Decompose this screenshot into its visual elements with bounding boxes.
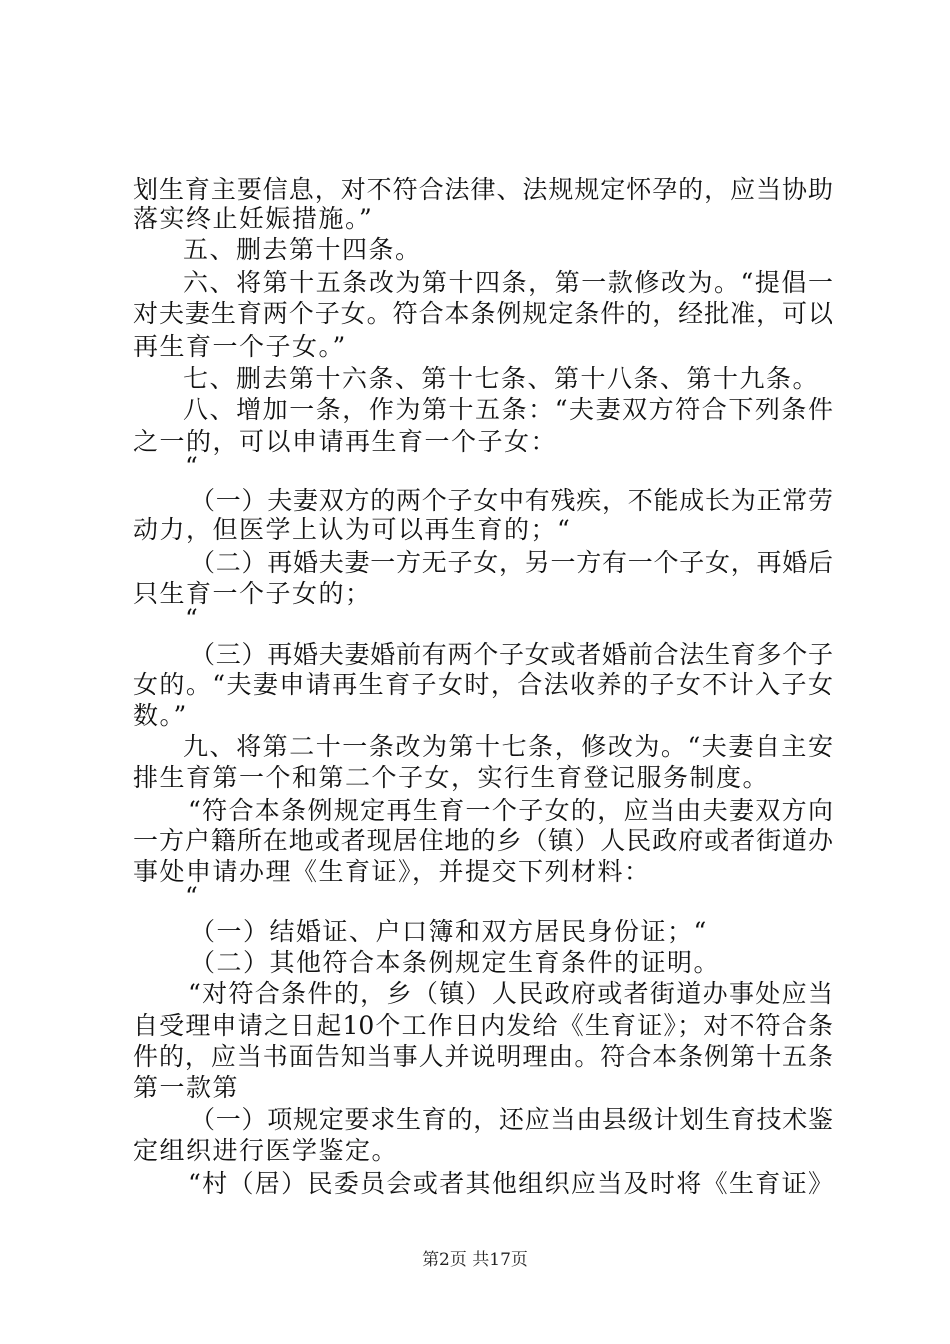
text-line: （一）夫妻双方的两个子女中有残疾，不能成长为正常劳 — [190, 486, 833, 515]
text-line: “符合本条例规定再生育一个子女的，应当由夫妻双方向 — [188, 796, 833, 825]
text-line: （二）其他符合本条例规定生育条件的证明。 — [190, 948, 721, 977]
text-line: 自受理申请之日起10个工作日内发给《生育证》；对不符合条 — [133, 1011, 833, 1040]
text-line: 事处申请办理《生育证》，并提交下列材料： — [133, 857, 651, 886]
text-line: （一）项规定要求生育的，还应当由县级计划生育技术鉴 — [190, 1105, 833, 1134]
text-line: （三）再婚夫妻婚前有两个子女或者婚前合法生育多个子 — [190, 640, 833, 669]
text-line: 动力，但医学上认为可以再生育的；“ — [133, 515, 572, 544]
text-line: 数。” — [133, 701, 188, 730]
text-line: 八、增加一条，作为第十五条：“夫妻双方符合下列条件 — [183, 395, 833, 424]
text-line: 女的。“夫妻申请再生育子女时，合法收养的子女不计入子女 — [133, 670, 833, 699]
text-line: 一方户籍所在地或者现居住地的乡（镇）人民政府或者街道办 — [133, 826, 833, 855]
text-line: 再生育一个子女。” — [133, 332, 347, 361]
text-line: “ — [185, 604, 200, 633]
text-line: 对夫妻生育两个子女。符合本条例规定条件的，经批准，可以 — [133, 299, 833, 328]
page-number-footer: 第2页 共17页 — [422, 1250, 528, 1270]
text-line: “ — [185, 882, 200, 911]
text-line: 排生育第一个和第二个子女，实行生育登记服务制度。 — [133, 763, 770, 792]
text-line: （一）结婚证、户口簿和双方居民身份证；“ — [190, 917, 708, 946]
text-line: 第一款第 — [133, 1073, 240, 1102]
text-line: 定组织进行医学鉴定。 — [133, 1136, 399, 1165]
text-line: 七、删去第十六条、第十七条、第十八条、第十九条。 — [183, 364, 820, 393]
text-line: 九、将第二十一条改为第十七条，修改为。“夫妻自主安 — [183, 732, 833, 761]
text-line: 之一的，可以申请再生育一个子女： — [133, 427, 558, 456]
text-line: “对符合条件的，乡（镇）人民政府或者街道办事处应当 — [188, 979, 833, 1008]
text-line: “ — [185, 452, 200, 481]
text-line: 六、将第十五条改为第十四条，第一款修改为。“提倡一 — [183, 268, 833, 297]
text-line: 落实终止妊娠措施。” — [133, 204, 374, 233]
text-line: 只生育一个子女的； — [133, 579, 372, 608]
text-line: 划生育主要信息，对不符合法律、法规规定怀孕的，应当协助 — [133, 175, 833, 204]
text-line: 五、删去第十四条。 — [183, 235, 422, 264]
text-line: 件的，应当书面告知当事人并说明理由。符合本条例第十五条 — [133, 1042, 833, 1071]
text-line: （二）再婚夫妻一方无子女，另一方有一个子女，再婚后 — [190, 548, 833, 577]
text-line: “村（居）民委员会或者其他组织应当及时将《生育证》 — [188, 1169, 833, 1198]
